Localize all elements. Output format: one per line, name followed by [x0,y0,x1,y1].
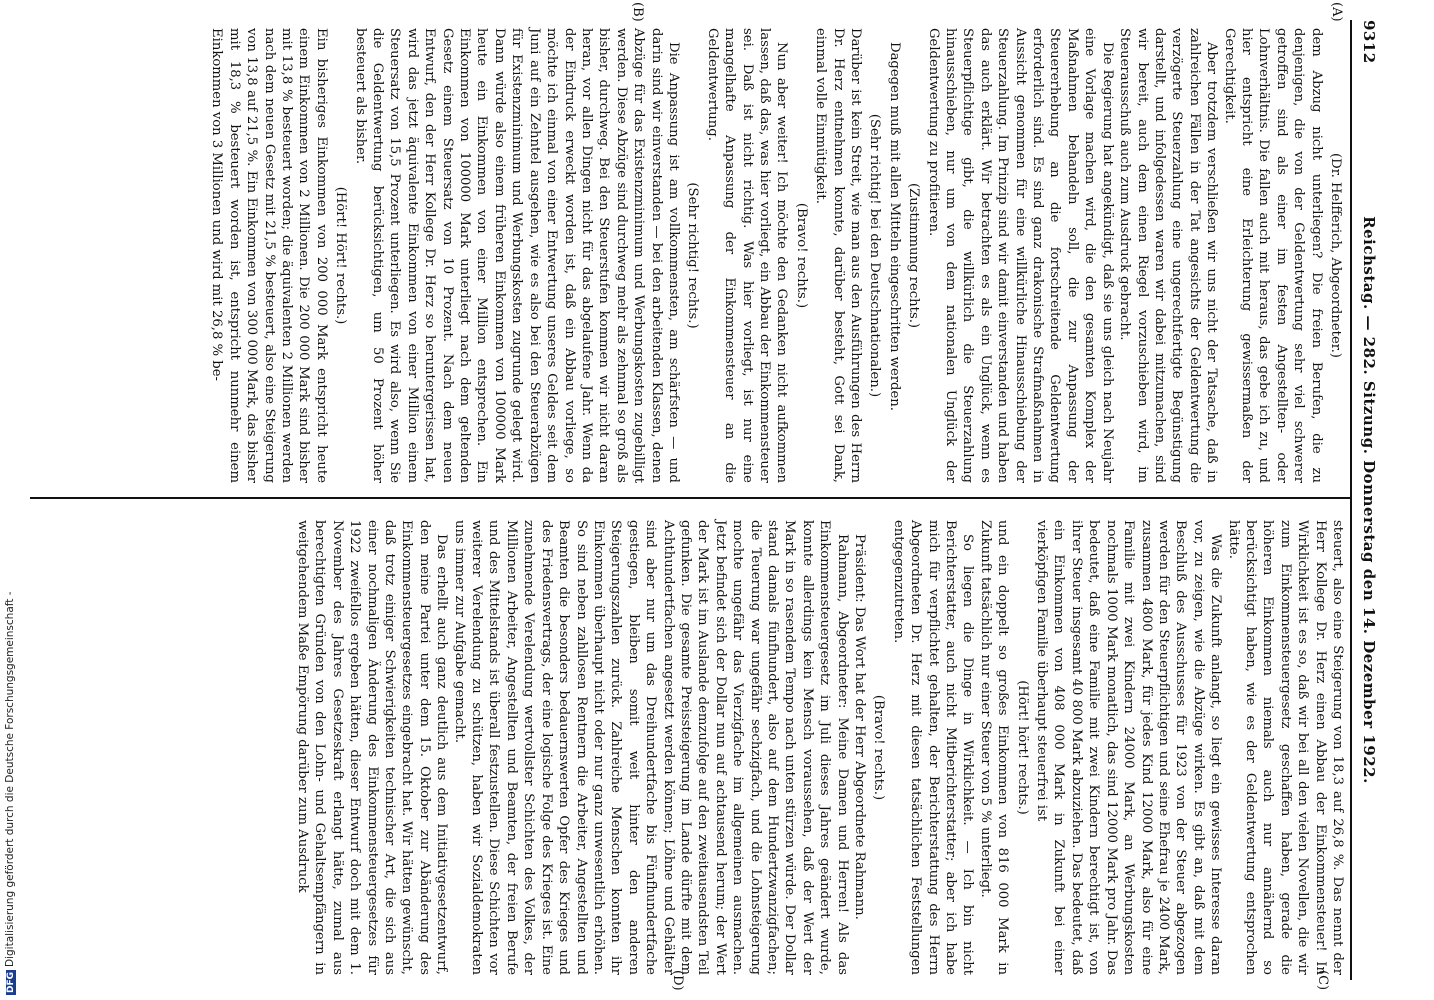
interjection: (Hört! Hört! rechts.) [333,186,349,325]
paragraph: Die Regierung hat angekündigt, daß sie uns gleich nach Neujahr eine Vorlage machen wird, die den gesamten Komplex der Maßnahmen behandeln soll, die zur Anpassung der Steuererhebung an die fortschreitende Geldentwertung erforderlich sind. Es sind ganz drakonische Strafmaßnahmen in Aussicht genommen für eine willkürliche Hinausschiebung der Steuerzahlung. Im Prinzip sind wir damit einverstanden und haben das auch erklärt. Wir betrachten es als ein Unglück, wenn es Steuerpflichtige gibt, die willkürlich die Steuerzahlung hinausschieben, nur um von dem nationalen Unglück der Geldentwertung zu profitieren. [925,28,1115,483]
interjection: (Zustimmung rechts.) [906,182,922,329]
column-divider [30,497,1350,499]
interjection: (Hört! hört! rechts.) [1014,680,1030,815]
margin-mark-c: (C) [1315,970,1330,991]
paragraph: So liegen die Dinge in Wirklichkeit. — Ich bin nicht Berichterstatter, auch nicht Mitberichterstatter; aber ich habe mich für verpflichtet gehalten, der Berichterstattung des Herrn Abgeordneten Dr. Herz mit diesen tatsächlichen Feststellungen entgegenzutreten. [890,520,976,975]
margin-mark-a: (A) [1329,2,1344,22]
rotated-document-page [10,0,1390,1000]
paragraph: Die Anpassung ist am vollkommensten, am schärfsten — und darin sind wir einverstanden — bei den arbeitenden Klassen, denen Abzüge für das Existenzminimum und Werbungskosten zugebilligt werden. Diese Abzüge sind durchweg mehr als zehnmal so groß als bisher, durchweg. Bei den Steuerstufen kommen wir nicht daran heran, vor allen Dingen nicht für das abgelaufene Jahr. Wenn da der Eindruck erweckt worden ist, daß ein Abbau vorliege, so möchte ich einmal von einer Entwertung unseres Geldes seit dem Juni auf ein Zehntel ausgehen, wie es also bei den Steuerabzügen für Existenzminimum und Werbungskosten zugrunde gelegt wird. Dann würde also einem früheren Einkommen von 100000 Mark heute ein Einkommen von einer Million entsprechen. Ein Einkommen von 100000 Mark unterliegt nach dem geltenden Gesetz einem Steuersatz von 10 Prozent. Nach dem neuen Entwurf, den der Herr Kollege Dr. Herz so heruntergerissen hat, wird das jetzt äquivalente Einkommen von einer Million einem Steuersatz von 15,5 Prozent unterliegen. Es wird also, wenn Sie die Geldentwertung berücksichtigen, um 50 Prozent höher besteuert als bisher. [352,28,681,483]
paragraph: Nun aber weiter! Ich möchte den Gedanken nicht aufkommen lassen, daß das, was hier vorliegt, ein Abbau der Einkommensteuer sei. Daß ist nicht richtig. Was hier vorliegt, ist nur eine mangelhafte Anpassung der Einkommensteuer an die Geldentwertung. [704,28,790,483]
paragraph: dem Abzug nicht unterliegen? Die freien Berufen, die zu denjenigen, die von der Geldentwertung sehr viel schwerer getroffen sind als einer im festen Angestellten- oder Lohnverhältnis. Die fallen auch mit heraus, das gebe ich zu, und hier entspricht eine Erleichterung gewissermaßen der Gerechtigkeit. [1221,28,1324,483]
digitization-credit [0,591,22,1000]
left-text-column [208,28,1346,483]
margin-mark-b: (B) [630,2,645,22]
header-rule [1350,20,1352,980]
paragraph: Ein bisheriges Einkommen von 200 000 Mark entspricht heute einem Einkommen von 2 Millionen. Die 200 000 Mark sind bisher mit 13,8 % besteuert worden; die äquivalenten 2 Millionen werden nach dem neuen Gesetz mit 21,5 % besteuert, also eine Steigerung von 13,8 auf 21,5 %. Ein Einkommen von 300 000 Mark, das bisher mit 18,3 % besteuert worden ist, entspricht nunmehr einem Einkommen von 3 Millionen und wird mit 26,8 % be- [209,28,329,483]
credit-text: Digitalisierung gefördert durch die Deutsche Forschungsgemeinschaft - [4,591,16,967]
interjection: (Bravo! rechts.) [793,202,809,309]
page-header [1356,20,1378,980]
margin-mark-d: (D) [670,970,685,991]
paragraph: und ein doppelt so großes Einkommen von 816 000 Mark in Zukunft tatsächlich nur einer Steuer von 5 % unterliegt. [977,520,1011,975]
paragraph: Das erhellt auch ganz deutlich aus dem Initiativgesetzentwurf, den meine Partei unter dem 15. Oktober zur Abänderung des Einkommensteuergesetzes eingebracht hat. Wir hätten gewünscht, daß trotz einiger Schwierigkeiten technischer Art, die sich aus einer nochmaligen Änderung des Einkommensteuergesetzes für 1922 zweifellos ergeben hätten, dieser Entwurf doch mit dem 1. November des Jahres Gesetzeskraft erlangt hätte, zumal aus berechtigten Gründen von den Lohn- und Gehaltsempfängern in weitgehendem Maße Empörung darüber zum Ausdruck [295,520,450,975]
interjection: (Sehr richtig! rechts.) [685,182,701,329]
speaker-paragraph: Präsident: Das Wort hat der Herr Abgeordnete Rahmann. [852,534,868,920]
page-number: 9312 [1360,20,1378,64]
paragraph: Darüber ist kein Streit, wie man aus den Ausführungen des Herrn Dr. Herz entnehmen konnte, darüber besteht, Gott sei Dank, einmal volle Einmütigkeit. [813,28,864,483]
interjection: (Dr. Helfferich, Abgeordneter.) [1328,153,1343,358]
right-text-column [294,520,1346,975]
paragraph: Aber trotzdem verschließen wir uns nicht der Tatsache, daß in zahlreichen Fällen in der Tat angesichts der Geldentwertung die verzögerte Steuerzahlung eine ungerechtfertigte Begünstigung darstellt, und infolgedessen waren wir dabei mitzumachen, sind wir bereit, auch dem einen Riegel vorzuschieben wird, im Steuerausschuß auch zum Ausdruck gebracht. [1117,28,1220,483]
paragraph: Dagegen muß mit allen Mitteln eingeschritten werden. [886,42,902,411]
paragraph: Rahmann, Abgeordneter: Meine Damen und Herren! Als das Einkommensteuergesetz im Juli dieses Jahres geändert wurde, konnte allerdings kein Mensch voraussehen, daß der Wert der Mark in so rasendem Tempo nach unten stürzen würde. Der Dollar stand damals fünfhundert, also auf dem Hundertzwanzigfachen; die Teuerung war ungefähr sechzigfach, und die Lohnsteigerung mochte ungefähr das Vierzigfache im allgemeinen ausmachen. Jetzt befindet sich der Dollar nun auf achtausend herum; der Wert der Mark ist im Auslande demzufolge auf den zweitausendsten Teil gefunken. Die gesamte Preissteigerung im Lande dürfte mit dem Achthundertfachen angesetzt werden können; Löhne und Gehälter sind aber nur um das Dreihundertfache bis Fünfhundertfache gestiegen, bleiben somit weit hinter den anderen Steigerungszahlen zurück. Zahlreiche Menschen konnten ihr Einkommen überhaupt nicht oder nur ganz unwesentlich erhöhen. So sind neben zahllosen Rentnern die Arbeiter, Angestellten und Beamten die besonders bedauernswerten Opfer des Krieges und des Friedensvertrags, der eine logische Folge des Krieges ist. Eine zunehmende Verelendung wertvollster Schichten des Volkes, der Millionen Arbeiter, Angestellten und Beamten, der freien Berufe und des Mittelstands ist überall festzustellen. Diese Schichten vor weiterer Verelendung zu schützen, haben wir Sozialdemokraten uns immer zur Aufgabe gemacht. [451,520,850,975]
page-title: Reichstag. — 282. Sitzung. Donnerstag den 14. Dezember 1922. [1360,216,1378,784]
interjection: (Sehr richtig! bei den Deutschnationalen.) [867,113,883,398]
interjection: (Bravo! rechts.) [871,694,887,801]
paragraph: steuert, also eine Steigerung von 18,3 auf 26,8 %. Das nennt der Herr Kollege Dr. Herz einen Abbau der Einkommensteuer! In Wirklichkeit ist es so, daß wir bei all den vielen Novellen, die wir zum Einkommensteuergesetz geschaffen haben, gerade die höheren Einkommen niemals auch nur annähernd so berücksichtigt haben, wie es der Geldentwertung entsprochen hätte. [1225,520,1345,975]
paragraph: Was die Zukunft anlangt, so liegt ein gewisses Interesse daran vor, zu zeigen, wie die Abzüge wirken. Es gibt an, daß mit dem Beschluß des Ausschusses für 1923 von der Steuer abgezogen werden für den Steuerpflichtigen und seine Ehefrau je 2400 Mark, zusammen 4800 Mark, für jedes Kind 12000 Mark, also für eine Familie mit zwei Kindern 24000 Mark, an Werbungskosten nochmals 1000 Mark monatlich, das sind 12000 Mark pro Jahr. Das bedeutet, daß eine Familie mit zwei Kindern berechtigt ist, von ihrer Steuer insgesamt 40 800 Mark abzuziehen. Das bedeutet, daß ein Einkommen von 408 000 Mark in Zukunft bei einer vierköpfigen Familie überhaupt steuerfrei ist [1034,520,1224,975]
dfg-logo: DFG [6,971,16,993]
